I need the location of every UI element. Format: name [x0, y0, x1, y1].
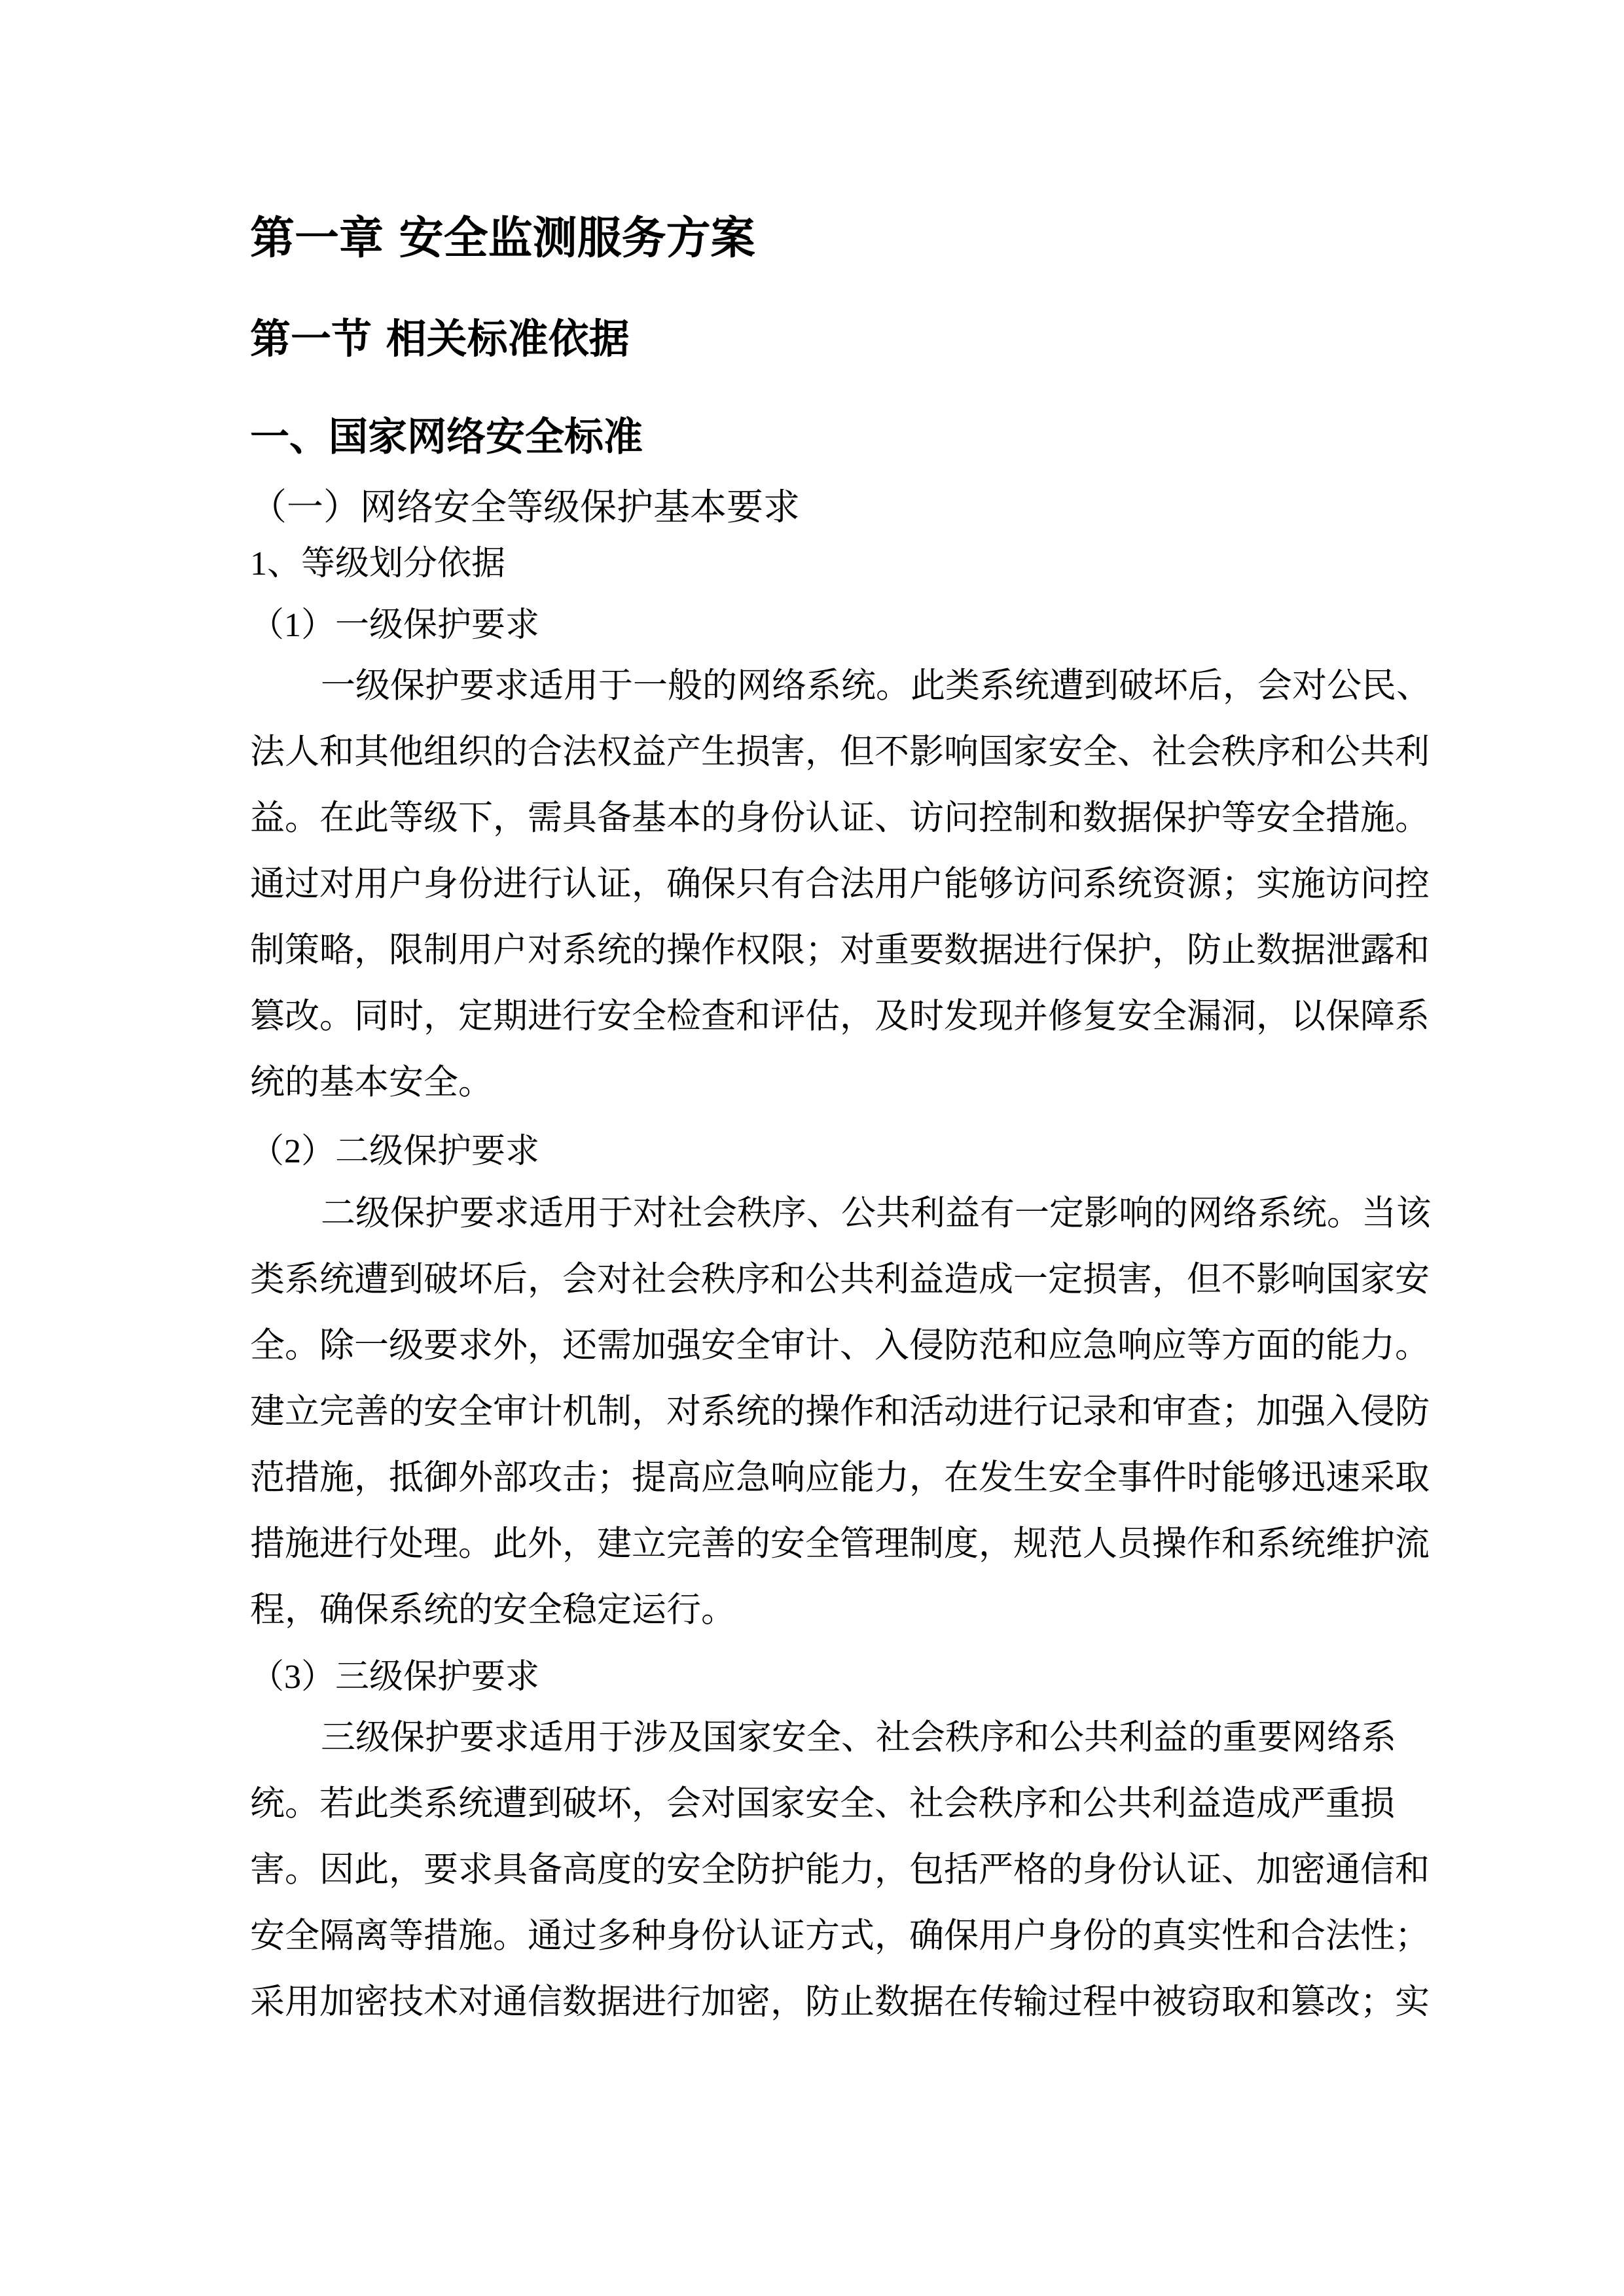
- paragraph-line: 三级保护要求适用于涉及国家安全、社会秩序和公共利益的重要网络系: [321, 1719, 1396, 1757]
- paragraph-line: 采用加密技术对通信数据进行加密，防止数据在传输过程中被窃取和篡改；实: [250, 1983, 1430, 2021]
- level-heading: （2）二级保护要求: [250, 1133, 540, 1170]
- item-title: 1、等级划分依据: [250, 545, 506, 583]
- paragraph-line: 二级保护要求适用于对社会秩序、公共利益有一定影响的网络系统。当该: [321, 1194, 1431, 1232]
- paragraph-line: 全。除一级要求外，还需加强安全审计、入侵防范和应急响应等方面的能力。: [250, 1327, 1430, 1365]
- section-title: 第一节 相关标准依据: [250, 315, 630, 363]
- paragraph-line: 法人和其他组织的合法权益产生损害，但不影响国家安全、社会秩序和公共利: [250, 733, 1430, 771]
- paragraph-line: 类系统遭到破坏后，会对社会秩序和公共利益造成一定损害，但不影响国家安: [250, 1261, 1430, 1299]
- paragraph-line: 一级保护要求适用于一般的网络系统。此类系统遭到破坏后，会对公民、: [321, 667, 1431, 705]
- paragraph-line: 建立完善的安全审计机制，对系统的操作和活动进行记录和审查；加强入侵防: [250, 1393, 1430, 1431]
- paragraph-line: 通过对用户身份进行认证，确保只有合法用户能够访问系统资源；实施访问控: [250, 865, 1430, 903]
- level-heading: （1）一级保护要求: [250, 607, 540, 644]
- paragraph-line: 安全隔离等措施。通过多种身份认证方式，确保用户身份的真实性和合法性；: [250, 1917, 1430, 1955]
- paragraph-line: 统。若此类系统遭到破坏，会对国家安全、社会秩序和公共利益造成严重损: [250, 1785, 1395, 1823]
- paragraph-line: 范措施，抵御外部攻击；提高应急响应能力，在发生安全事件时能够迅速采取: [250, 1459, 1430, 1497]
- paragraph-line: 篡改。同时，定期进行安全检查和评估，及时发现并修复安全漏洞，以保障系: [250, 997, 1430, 1035]
- paragraph-line: 害。因此，要求具备高度的安全防护能力，包括严格的身份认证、加密通信和: [250, 1851, 1430, 1889]
- paragraph-line: 统的基本安全。: [250, 1064, 493, 1102]
- level-heading: （3）三级保护要求: [250, 1659, 540, 1696]
- paragraph-line: 措施进行处理。此外，建立完善的安全管理制度，规范人员操作和系统维护流: [250, 1525, 1430, 1563]
- chapter-title: 第一章 安全监测服务方案: [250, 213, 755, 264]
- paragraph-line: 制策略，限制用户对系统的操作权限；对重要数据进行保护，防止数据泄露和: [250, 931, 1430, 969]
- paragraph-line: 益。在此等级下，需具备基本的身份认证、访问控制和数据保护等安全措施。: [250, 799, 1430, 837]
- sub-subsection-title: （一）网络安全等级保护基本要求: [250, 488, 800, 528]
- subsection-title: 一、国家网络安全标准: [250, 414, 643, 460]
- paragraph-line: 程，确保系统的安全稳定运行。: [250, 1591, 736, 1629]
